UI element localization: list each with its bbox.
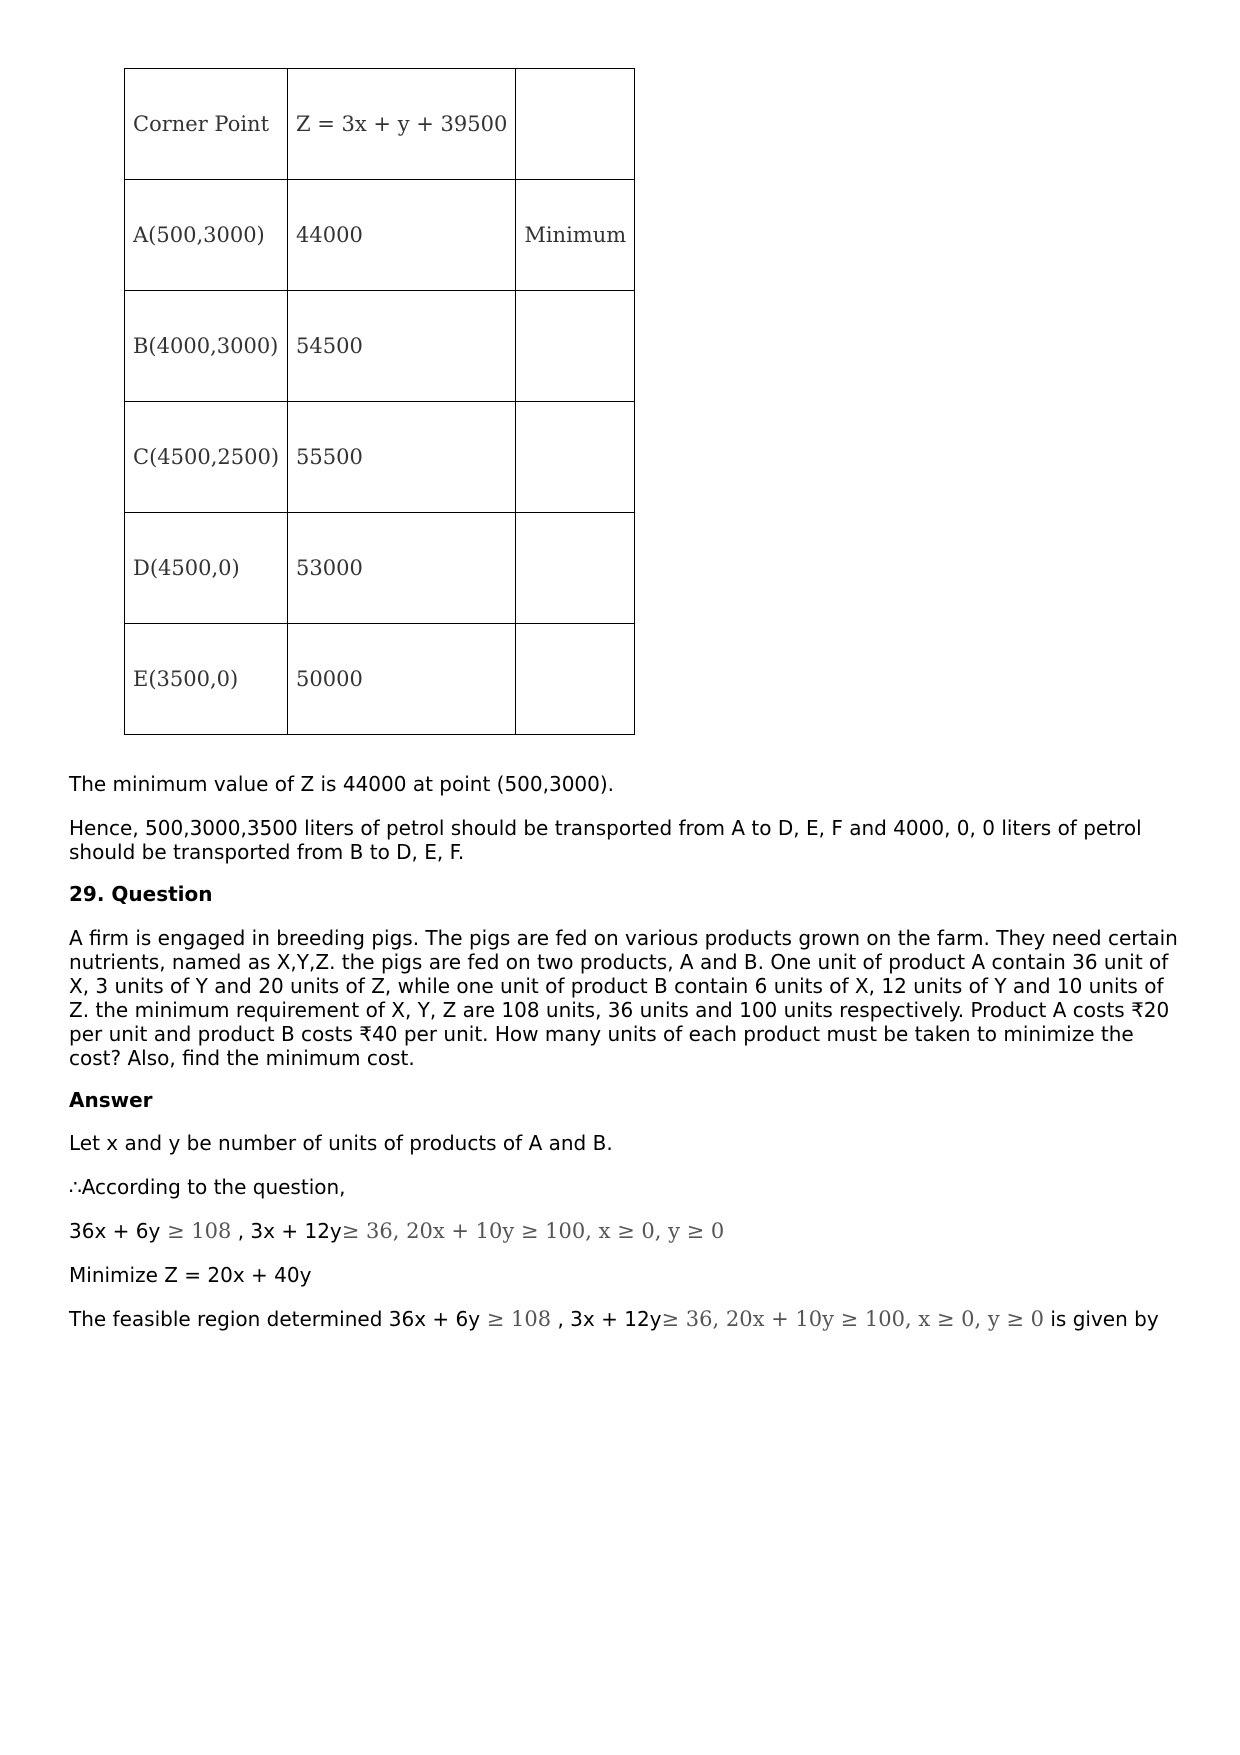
variables-definition-text: Let x and y be number of units of products of A and B. [69, 1131, 613, 1155]
table-cell: Corner Point [125, 69, 288, 180]
question-paragraph: A firm is engaged in breeding pigs. The pigs are fed on various products grown on the farm. They need certain nutrients, named as X,Y,Z. the pigs are fed on two products, A and B. One unit of product A contain 36 unit of X, 3 units of Y and 20 units of Z, while one unit of product B contain 6 units of X, 12 units of Y and 10 units of Z. the minimum requirement of X, Y, Z are 108 units, 36 units and 100 units respectively. Product A costs ₹20 per unit and product B costs ₹40 per unit. How many units of each product must be taken to minimize the cost? Also, find the minimum cost. [69, 926, 1178, 1070]
table-cell [516, 291, 635, 402]
question-heading: 29. Question [69, 882, 213, 906]
table-row [125, 180, 635, 291]
table-header-row [125, 69, 635, 180]
table-row [125, 291, 635, 402]
table-cell: 44000 [288, 180, 516, 291]
constraint-text: , 3x + 12y [231, 1219, 342, 1243]
table-cell: A(500,3000) [125, 180, 288, 291]
feasible-text: The feasible region determined 36x + 6y [69, 1307, 481, 1331]
table-cell [516, 69, 635, 180]
corner-point-table [124, 68, 635, 735]
constraint-math: ≥ 36, 20x + 10y ≥ 100, x ≥ 0, y ≥ 0 [341, 1219, 725, 1243]
table-cell: Z = 3x + y + 39500 [288, 69, 516, 180]
objective-function-text: Minimize Z = 20x + 40y [69, 1263, 312, 1287]
feasible-math: ≥ 36, 20x + 10y ≥ 100, x ≥ 0, y ≥ 0 [661, 1307, 1044, 1331]
table-row [125, 402, 635, 513]
constraints-line [69, 1219, 1179, 1243]
table-cell: D(4500,0) [125, 513, 288, 624]
table-cell: 54500 [288, 291, 516, 402]
constraint-math: ≥ 108 [160, 1219, 232, 1243]
table-cell [516, 402, 635, 513]
table-cell: C(4500,2500) [125, 402, 288, 513]
table-cell: 50000 [288, 624, 516, 735]
feasible-text: is given by [1044, 1307, 1159, 1331]
feasible-math: ≥ 108 [480, 1307, 552, 1331]
conclusion-paragraph: Hence, 500,3000,3500 liters of petrol should be transported from A to D, E, F and 4000, 0, 0 liters of petrol should be transported from B to D, E, F. [69, 816, 1142, 864]
table-cell: Minimum [516, 180, 635, 291]
table-cell: 55500 [288, 402, 516, 513]
feasible-text: , 3x + 12y [551, 1307, 662, 1331]
table-cell [516, 624, 635, 735]
feasible-region-text [69, 1307, 1179, 1331]
table-cell [516, 513, 635, 624]
table-cell: E(3500,0) [125, 624, 288, 735]
answer-heading: Answer [69, 1088, 153, 1112]
table-cell: 53000 [288, 513, 516, 624]
table-row [125, 513, 635, 624]
table-row [125, 624, 635, 735]
table-cell: B(4000,3000) [125, 291, 288, 402]
minimum-value-text: The minimum value of Z is 44000 at point (500,3000). [69, 772, 615, 796]
according-text: ∴According to the question, [69, 1175, 346, 1199]
constraint-text: 36x + 6y [69, 1219, 161, 1243]
